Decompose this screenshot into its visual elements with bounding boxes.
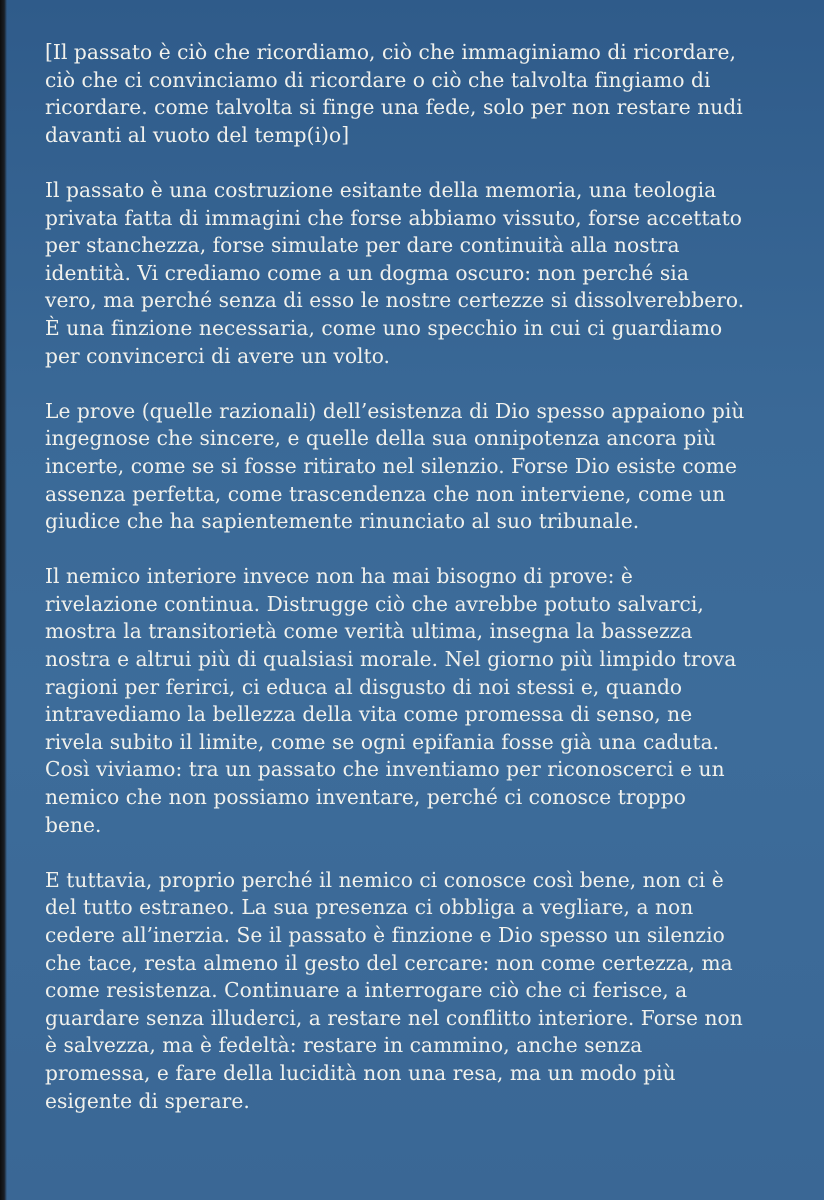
text-line: per convincerci di avere un volto.	[45, 343, 391, 368]
text-line: rivelazione continua. Distrugge ciò che avrebbe potuto salvarci,	[45, 591, 704, 616]
text-line: ricordare. come talvolta si finge una fede, solo per non restare nudi	[45, 95, 743, 120]
text-line: guardare senza illuderci, a restare nel conflitto interiore. Forse non	[45, 1005, 743, 1030]
text-line: davanti al vuoto del temp(i)o]	[45, 122, 350, 147]
text-line: E tuttavia, proprio perché il nemico ci conosce così bene, non ci è	[45, 867, 724, 892]
text-line: vero, ma perché senza di esso le nostre certezze si dissolverebbero.	[45, 288, 745, 313]
text-line: promessa, e fare della lucidità non una resa, ma un modo più	[45, 1060, 676, 1085]
text-line: Le prove (quelle razionali) dell’esistenza di Dio spesso appaiono più	[45, 398, 745, 423]
text-line: Il nemico interiore invece non ha mai bisogno di prove: è	[45, 564, 633, 589]
text-line: ciò che ci convinciamo di ricordare o ciò che talvolta fingiamo di	[45, 67, 711, 92]
text-line: ragioni per ferirci, ci educa al disgusto di noi stessi e, quando	[45, 674, 683, 699]
text-line: intravediamo la bellezza della vita come promessa di senso, ne	[45, 702, 693, 727]
text-line: è salvezza, ma è fedeltà: restare in cammino, anche senza	[45, 1033, 643, 1058]
text-line: per stanchezza, forse simulate per dare continuità alla nostra	[45, 233, 680, 258]
text-line: rivela subito il limite, come se ogni epifania fosse già una caduta.	[45, 729, 720, 754]
essay-text	[45, 39, 815, 1143]
text-line: come resistenza. Continuare a interrogare ciò che ci ferisce, a	[45, 978, 688, 1003]
text-line: cedere all’inerzia. Se il passato è finzione e Dio spesso un silenzio	[45, 923, 725, 947]
text-line: identità. Vi crediamo come a un dogma oscuro: non perché sia	[45, 260, 689, 285]
paragraph-3	[45, 398, 815, 536]
paragraph-1	[45, 39, 815, 149]
text-line: mostra la transitorietà come verità ultima, insegna la bassezza	[45, 619, 693, 644]
paragraph-2	[45, 177, 815, 370]
text-line: [Il passato è ciò che ricordiamo, ciò che immaginiamo di ricordare,	[45, 40, 736, 64]
screen-edge	[0, 0, 7, 1200]
text-line: assenza perfetta, come trascendenza che non interviene, come un	[45, 481, 726, 506]
paragraph-5	[45, 867, 815, 1115]
text-line: incerte, come se si fosse ritirato nel silenzio. Forse Dio esiste come	[45, 453, 737, 478]
text-line: Così viviamo: tra un passato che inventiamo per riconoscerci e un	[45, 757, 725, 782]
text-line: nemico che non possiamo inventare, perché ci conosce troppo	[45, 785, 686, 810]
text-line: che tace, resta almeno il gesto del cercare: non come certezza, ma	[45, 950, 733, 975]
text-line: giudice che ha sapientemente rinunciato al suo tribunale.	[45, 509, 640, 534]
text-line: esigente di sperare.	[45, 1088, 250, 1113]
paragraph-4	[45, 563, 815, 839]
text-line: Il passato è una costruzione esitante della memoria, una teologia	[45, 177, 717, 202]
text-line: bene.	[45, 812, 102, 837]
text-line: privata fatta di immagini che forse abbiamo vissuto, forse accettato	[45, 205, 743, 230]
text-line: del tutto estraneo. La sua presenza ci obbliga a vegliare, a non	[45, 895, 694, 920]
text-line: È una finzione necessaria, come uno specchio in cui ci guardiamo	[45, 315, 723, 340]
text-line: ingegnose che sincere, e quelle della sua onnipotenza ancora più	[45, 426, 716, 451]
text-line: nostra e altrui più di qualsiasi morale. Nel giorno più limpido trova	[45, 647, 737, 672]
